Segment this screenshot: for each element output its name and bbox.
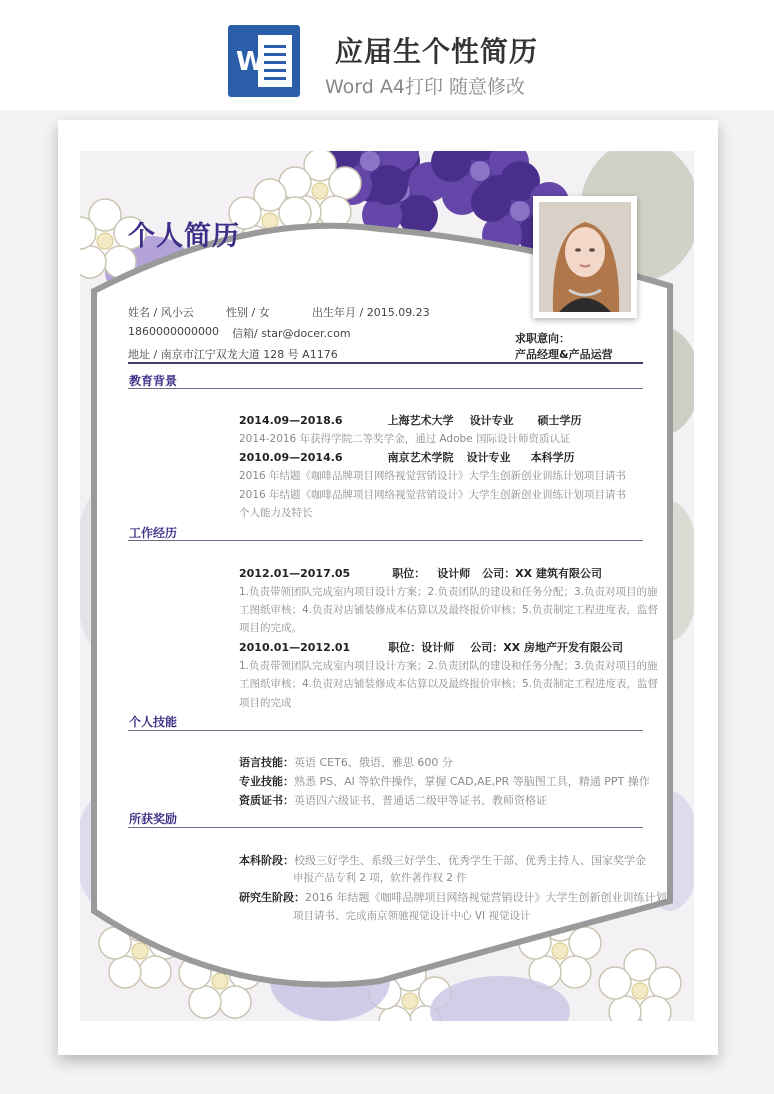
phone-field: 1860000000000 <box>128 325 219 338</box>
email-field: 信箱/ star@docer.com <box>232 327 351 340</box>
education-detail: 2014-2016 年获得学院二等奖学金，通过 Adobe 国际设计师资质认证 <box>239 433 571 445</box>
work-entry: 2010.01—2012.01 职位：设计师 公司：XX 房地产开发有限公司 <box>239 641 623 654</box>
page-title: 应届生个性简历 <box>335 35 539 68</box>
divider <box>128 362 643 364</box>
address-field: 地址 / 南京市江宁双龙大道 128 号 A1176 <box>128 348 338 361</box>
work-detail: 工图纸审核；4.负责对店铺装修成本估算以及最终报价审核；5.负责制定工程进度表，监督 <box>239 678 659 690</box>
education-entry: 2014.09—2018.6 上海艺术大学 设计专业 硕士学历 <box>239 414 582 427</box>
work-entry: 2012.01—2017.05 职位： 设计师 公司：XX 建筑有限公司 <box>239 567 602 580</box>
education-entry: 2010.09—2014.6 南京艺术学院 设计专业 本科学历 <box>239 451 575 464</box>
banner <box>0 0 774 110</box>
section-title-skills: 个人技能 <box>129 715 178 729</box>
divider <box>128 540 643 541</box>
education-detail: 2016 年结题《咖啡品牌项目网络视觉营销设计》大学生创新创业训练计划项目请书 <box>239 489 627 501</box>
word-icon <box>228 25 300 97</box>
birth-field: 出生年月 / 2015.09.23 <box>312 306 430 319</box>
education-detail: 2016 年结题《咖啡品牌项目网络视觉营销设计》大学生创新创业训练计划项目请书 <box>239 470 627 482</box>
section-title-work: 工作经历 <box>129 526 178 540</box>
objective-value: 产品经理&产品运营 <box>515 348 613 361</box>
objective-label: 求职意向： <box>515 332 570 345</box>
section-title-awards: 所获奖励 <box>129 812 178 826</box>
work-detail: 工图纸审核；4.负责对店铺装修成本估算以及最终报价审核；5.负责制定工程进度表，监督 <box>239 604 659 616</box>
section-title-education: 教育背景 <box>129 374 178 388</box>
divider <box>128 388 643 389</box>
page-subtitle: Word A4打印 随意修改 <box>325 76 526 98</box>
resume-heading: 个人简历 <box>128 221 240 252</box>
gender-field: 性别 / 女 <box>226 306 270 319</box>
name-field: 姓名 / 风小云 <box>128 306 194 319</box>
education-detail: 个人能力及特长 <box>239 507 313 519</box>
work-detail: 1.负责带领团队完成室内项目设计方案；2.负责团队的建设和任务分配；3.负责对项目的施 <box>239 660 658 672</box>
work-detail: 项目的完成 <box>239 697 292 709</box>
work-detail: 项目的完成。 <box>239 622 302 634</box>
award-detail: 项目请书、完成南京领驰视觉设计中心 VI 视觉设计 <box>293 910 531 922</box>
skill-item: 专业技能：熟悉 PS、AI 等软件操作，掌握 CAD,AE,PR 等脑图工具，精通 PPT 操作 <box>239 775 650 788</box>
portrait-photo <box>533 196 637 318</box>
work-detail: 1.负责带领团队完成室内项目设计方案；2.负责团队的建设和任务分配；3.负责对项目的施 <box>239 586 658 598</box>
skill-item: 语言技能：英语 CET6、俄语、雅思 600 分 <box>239 756 453 769</box>
skill-item: 资质证书：英语四六级证书、普通话二级甲等证书、教师资格证 <box>239 794 547 807</box>
award-item: 本科阶段：校级三好学生、系级三好学生、优秀学生干部、优秀主持人、国家奖学金 <box>239 854 646 867</box>
award-detail: 申报产品专利 2 项，软件著作权 2 件 <box>293 872 467 884</box>
word-icon-letter: W <box>236 47 265 77</box>
divider <box>128 827 643 828</box>
portrait-image <box>539 202 631 312</box>
award-item: 研究生阶段：2016 年结题《咖啡品牌项目网络视觉营销设计》大学生创新创业训练计划 <box>239 891 667 904</box>
divider <box>128 730 643 731</box>
